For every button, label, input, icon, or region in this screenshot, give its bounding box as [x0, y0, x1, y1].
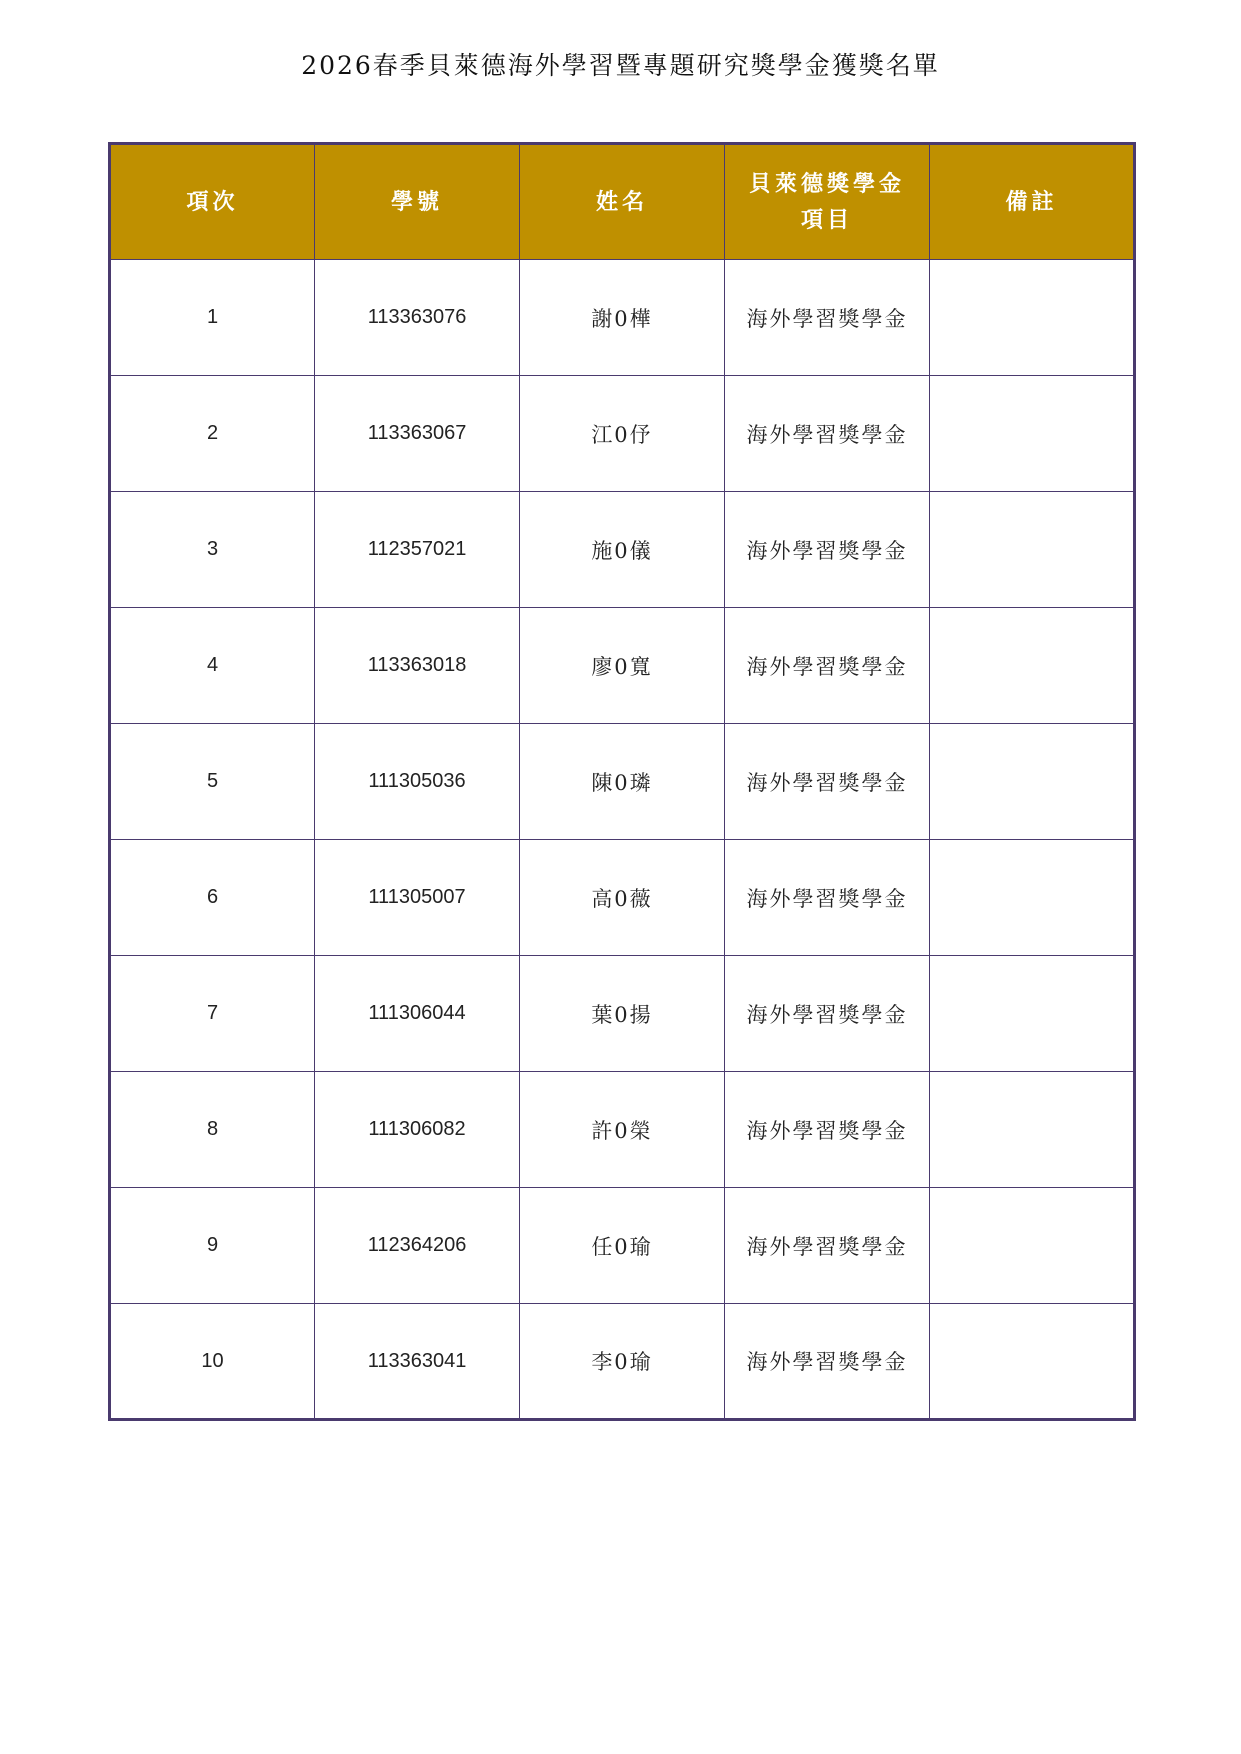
table-row	[110, 1072, 1135, 1188]
cell-scholarship-item: 海外學習獎學金	[725, 840, 930, 956]
table-row	[110, 840, 1135, 956]
cell-name: 江0伃	[520, 376, 725, 492]
cell-scholarship-item: 海外學習獎學金	[725, 956, 930, 1072]
cell-scholarship-item: 海外學習獎學金	[725, 608, 930, 724]
cell-student-id: 113363076	[315, 260, 520, 376]
cell-student-id: 111306044	[315, 956, 520, 1072]
cell-name: 任0瑜	[520, 1188, 725, 1304]
table-header-row	[110, 144, 1135, 260]
cell-name: 李0瑜	[520, 1304, 725, 1420]
cell-name: 許0榮	[520, 1072, 725, 1188]
cell-scholarship-item: 海外學習獎學金	[725, 376, 930, 492]
cell-note	[930, 376, 1135, 492]
document-title: 2026春季貝萊德海外學習暨專題研究獎學金獲獎名單	[301, 51, 940, 80]
cell-index: 3	[110, 492, 315, 608]
cell-note	[930, 1072, 1135, 1188]
table-row	[110, 724, 1135, 840]
cell-note	[930, 1188, 1135, 1304]
cell-index: 2	[110, 376, 315, 492]
table-row	[110, 260, 1135, 376]
cell-index: 9	[110, 1188, 315, 1304]
cell-note	[930, 840, 1135, 956]
cell-note	[930, 260, 1135, 376]
table-row	[110, 376, 1135, 492]
cell-student-id: 111305036	[315, 724, 520, 840]
table-row	[110, 1188, 1135, 1304]
cell-note	[930, 492, 1135, 608]
cell-note	[930, 724, 1135, 840]
cell-index: 6	[110, 840, 315, 956]
cell-index: 7	[110, 956, 315, 1072]
cell-name: 陳0璘	[520, 724, 725, 840]
header-scholarship-item	[725, 144, 930, 260]
cell-name: 廖0寬	[520, 608, 725, 724]
cell-student-id: 112357021	[315, 492, 520, 608]
cell-student-id: 113363018	[315, 608, 520, 724]
header-scholarship-item-line2: 項目	[800, 207, 853, 233]
cell-name: 謝0樺	[520, 260, 725, 376]
cell-note	[930, 608, 1135, 724]
header-name: 姓名	[520, 144, 725, 260]
header-index: 項次	[110, 144, 315, 260]
table-row	[110, 956, 1135, 1072]
cell-scholarship-item: 海外學習獎學金	[725, 1188, 930, 1304]
cell-student-id: 111305007	[315, 840, 520, 956]
cell-index: 10	[110, 1304, 315, 1420]
cell-student-id: 113363067	[315, 376, 520, 492]
table-row	[110, 492, 1135, 608]
cell-scholarship-item: 海外學習獎學金	[725, 1304, 930, 1420]
table-row	[110, 1304, 1135, 1420]
cell-student-id: 111306082	[315, 1072, 520, 1188]
header-scholarship-item-line1: 貝萊德獎學金	[748, 171, 905, 197]
cell-scholarship-item: 海外學習獎學金	[725, 724, 930, 840]
header-note: 備註	[930, 144, 1135, 260]
cell-index: 1	[110, 260, 315, 376]
table-row	[110, 608, 1135, 724]
cell-index: 5	[110, 724, 315, 840]
cell-name: 高0薇	[520, 840, 725, 956]
cell-student-id: 113363041	[315, 1304, 520, 1420]
cell-scholarship-item: 海外學習獎學金	[725, 260, 930, 376]
cell-index: 4	[110, 608, 315, 724]
cell-name: 葉0揚	[520, 956, 725, 1072]
cell-note	[930, 956, 1135, 1072]
cell-name: 施0儀	[520, 492, 725, 608]
cell-index: 8	[110, 1072, 315, 1188]
cell-scholarship-item: 海外學習獎學金	[725, 492, 930, 608]
cell-note	[930, 1304, 1135, 1420]
cell-student-id: 112364206	[315, 1188, 520, 1304]
header-student-id: 學號	[315, 144, 520, 260]
cell-scholarship-item: 海外學習獎學金	[725, 1072, 930, 1188]
award-winners-table	[108, 142, 1136, 1421]
